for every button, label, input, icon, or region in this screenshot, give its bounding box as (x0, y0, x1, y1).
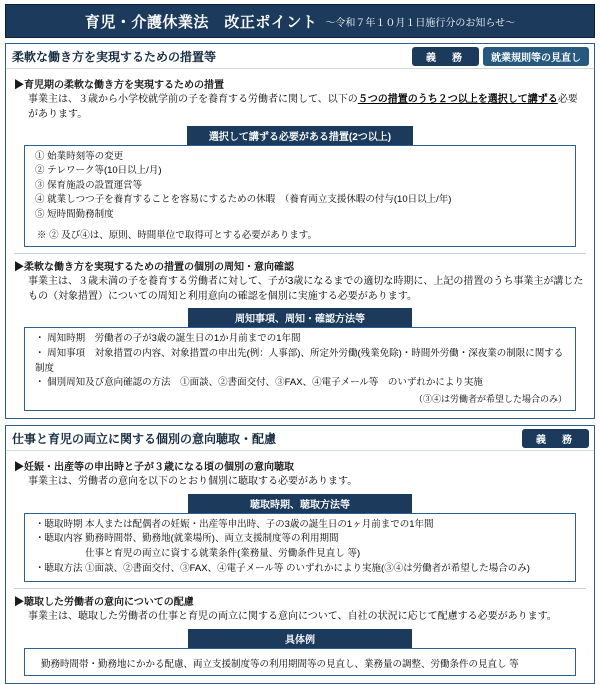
list-item: ・ 個別周知及び意向確認の方法 ①面談、②書面交付、③FAX、④電子メール等 のいずれかにより実施 (35, 377, 483, 389)
section1-duty-badge: 義 務 (412, 47, 479, 66)
section1-ribbon-1: 選択して講ずる必要がある措置(2つ以上) (187, 126, 413, 145)
section1-subheading-2: ▶柔軟な働き方を実現するための措置の個別の周知・意向確認 (14, 262, 294, 274)
section2-example-text: 勤務時間帯・勤務地にかかる配慮、両立支援制度等の利用期間等の見直し、業務量の調整、労働条件の見直し 等 (41, 658, 519, 670)
page-title: 育児・介護休業法 改正ポイント (84, 13, 318, 31)
section1-notice-footnote: （③④は労働者が希望した場合のみ） (413, 394, 567, 405)
list-item: ・聴取方法 ①面談、②書面交付、③FAX、④電子メール等 のいずれかにより実施(③④は労働者が希望した場合のみ) (35, 562, 530, 574)
section1-paragraph-2: 事業主は、３歳未満の子を養育する労働者に対して、子が3歳になるまでの適切な時期に、上記の措置のうち事業主が講じたもの（対象措置）についての周知と利用意向の確認を個別に実施する必要があります。 (28, 276, 584, 302)
section-individual-hearing (5, 425, 595, 684)
section1-ribbon-2: 周知事項、周知・確認方法等 (188, 308, 412, 327)
section2-paragraph-1: 事業主は、労働者の意向を以下のとおり個別に聴取する必要があります。 (28, 476, 358, 488)
section1-ribbon-2-wrap (14, 308, 586, 327)
list-item: ・ 周知事項 対象措置の内容、対象措置の申出先(例：人事部)、所定外労働(残業免除)・時間外労働・深夜業の制限に関する制度 (35, 347, 564, 374)
section1-rule-badge: 就業規則等の見直し (483, 47, 589, 66)
section1-paragraph-1-a: 事業主は、３歳から小学校就学前の子を養育する労働者に関して、以下の (28, 94, 358, 105)
section1-header (6, 44, 594, 69)
section2-subheading-2: ▶聴取した労働者の意向についての配慮 (14, 597, 194, 609)
document-title-banner (5, 4, 595, 38)
section2-ribbon-1: 聴取時期、聴取方法等 (188, 494, 412, 513)
section2-ribbon-1-wrap (14, 494, 586, 513)
section2-body (6, 451, 594, 676)
list-item: ③ 保育施設の設置運営等 (35, 179, 143, 191)
section1-measures-box (24, 145, 576, 247)
list-item: ④ 就業しつつ子を養育することを容易にするための休暇 （養育両立支援休暇の付与(10日以上/年) (35, 194, 452, 206)
list-item: 仕事と育児の両立に資する就業条件(業務量、労働条件見直し 等) (35, 548, 361, 559)
divider (14, 253, 586, 254)
section2-ribbon-2-wrap (14, 629, 586, 648)
divider (14, 588, 586, 589)
section2-duty-badge: 義 務 (522, 429, 589, 448)
section1-ribbon-1-wrap (14, 126, 586, 145)
section1-notice-box (24, 327, 576, 411)
section2-paragraph-2: 事業主は、聴取した労働者の仕事と育児の両立に関する意向について、自社の状況に応じて配慮する必要があります。 (28, 611, 557, 623)
section1-subheading-1: ▶育児期の柔軟な働き方を実現するための措置 (14, 80, 224, 91)
section2-hearing-box (24, 513, 576, 583)
section-flexible-work (5, 43, 595, 419)
section2-header (6, 426, 594, 451)
list-item: ⑤ 短時間勤務制度 (35, 208, 114, 220)
section2-example-box (24, 648, 576, 676)
section2-title: 仕事と育児の両立に関する個別の意向聴取・配慮 (12, 432, 277, 447)
page-subtitle: ～令和７年１０月１日施行分のお知らせ～ (325, 17, 516, 29)
list-item: ・聴取時期 本人または配偶者の妊娠・出産等申出時、子の3歳の誕生日の1ヶ月前までの1年間 (35, 518, 434, 530)
list-item: ② テレワーク等(10日以上/月) (35, 165, 162, 177)
section1-paragraph-1-emphasis: ５つの措置のうち２つ以上を選択して講ずる (357, 94, 558, 105)
section1-measures-note: ※ ② 及び④は、原則、時間単位で取得可とする必要があります。 (37, 230, 318, 242)
section1-body (6, 69, 594, 411)
section2-ribbon-2: 具体例 (188, 629, 412, 648)
section1-paragraph-1 (28, 93, 586, 122)
section1-paragraph-1-c: 必要があります。 (28, 94, 578, 120)
list-item: ・聴取内容 勤務時間帯、勤務地(就業場所)、両立支援制度等の利用期間 (35, 533, 339, 545)
list-item: ・ 周知時期 労働者の子が3歳の誕生日の1か月前までの1年間 (35, 333, 301, 345)
section1-title: 柔軟な働き方を実現するための措置等 (12, 50, 217, 64)
section2-subheading-1: ▶妊娠・出産等の申出時と子が３歳になる頃の個別の意向聴取 (14, 462, 294, 474)
list-item: ① 始業時刻等の変更 (35, 151, 124, 162)
